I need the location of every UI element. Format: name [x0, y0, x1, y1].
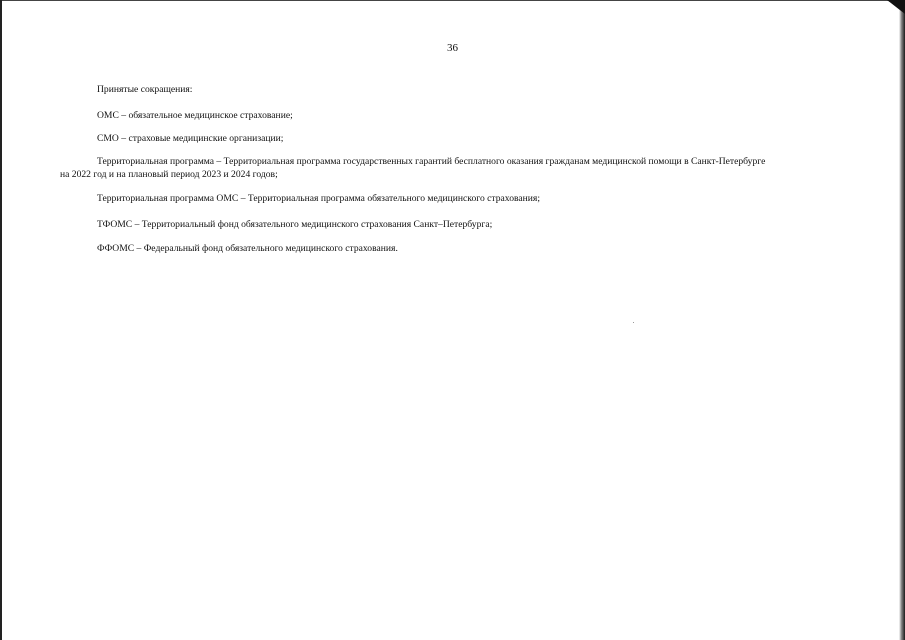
page-number: 36 [447, 42, 458, 54]
abbreviation-territorial-program-line1: Территориальная программа – Территориальная программа государственных гарантий бесплатного оказания гражданам медицинской помощи в Санкт-Петербурге [97, 156, 766, 167]
scan-edge-top [0, 0, 905, 1]
abbreviation-ffoms: ФФОМС – Федеральный фонд обязательного медицинского страхования. [97, 243, 398, 254]
abbreviations-heading: Принятые сокращения: [97, 84, 193, 95]
scan-edge-right [899, 0, 905, 640]
scan-edge-left [0, 0, 2, 640]
abbreviation-territorial-program-oms: Территориальная программа ОМС – Территориальная программа обязательного медицинского страхования; [97, 193, 541, 204]
abbreviation-territorial-program-line2: на 2022 год и на плановый период 2023 и 2024 годов; [60, 169, 278, 180]
abbreviation-oms: ОМС – обязательное медицинское страхование; [97, 110, 293, 121]
scan-speck [633, 322, 634, 323]
abbreviation-smo: СМО – страховые медицинские организации; [97, 133, 284, 144]
abbreviation-tfoms: ТФОМС – Территориальный фонд обязательного медицинского страхования Санкт–Петербурга; [97, 219, 493, 230]
